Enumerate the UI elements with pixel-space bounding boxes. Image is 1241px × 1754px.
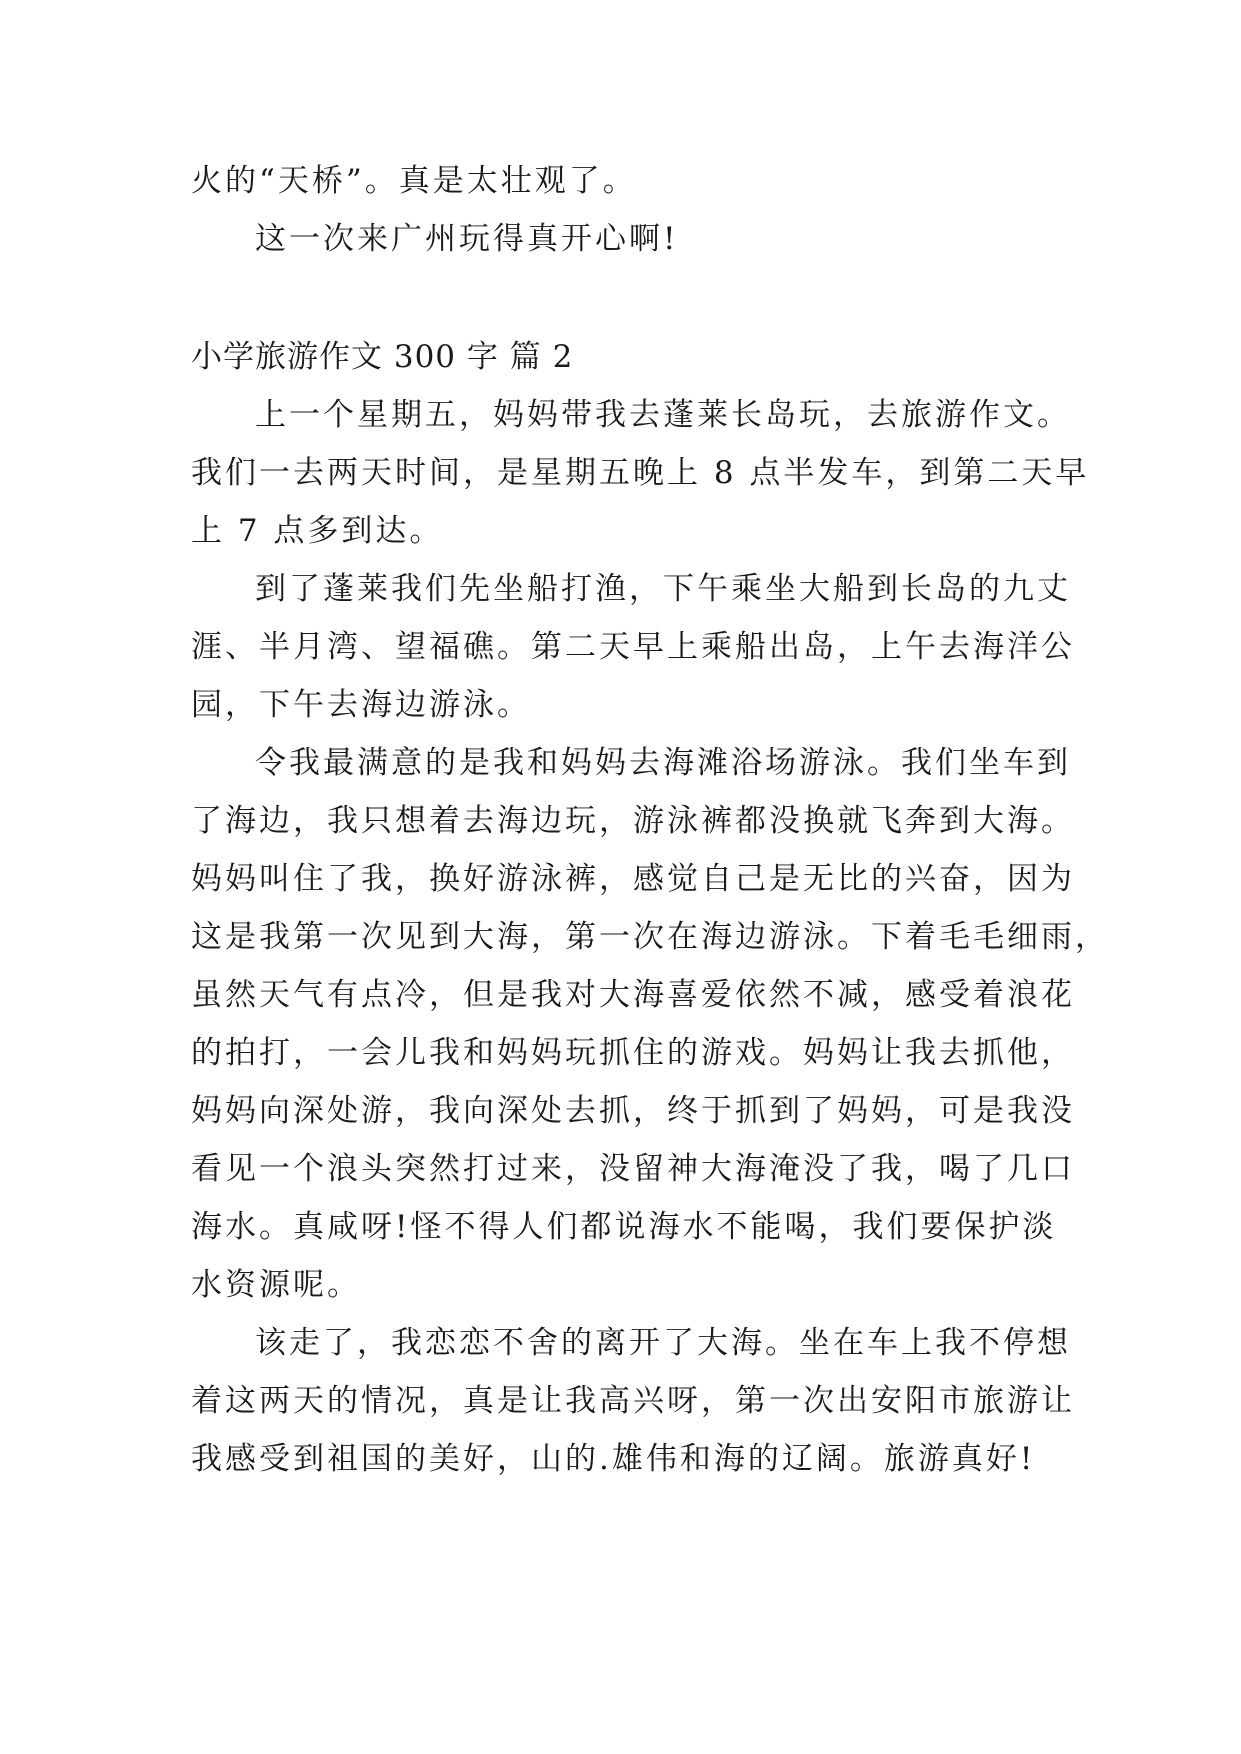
paragraph-line: 上 7 点多到达。 [191, 513, 444, 549]
paragraph-line: 我感受到祖国的美好，山的.雄伟和海的辽阔。旅游真好! [191, 1441, 1036, 1477]
section-heading: 小学旅游作文 300 字 篇 2 [191, 339, 574, 375]
paragraph-line: 该走了，我恋恋不舍的离开了大海。坐在车上我不停想 [255, 1325, 1071, 1361]
paragraph-line: 了海边，我只想着去海边玩，游泳裤都没换就飞奔到大海。 [191, 803, 1075, 839]
paragraph-line: 涯、半月湾、望福礁。第二天早上乘船出岛，上午去海洋公 [191, 629, 1075, 665]
paragraph-line: 着这两天的情况，真是让我高兴呀，第一次出安阳市旅游让 [191, 1383, 1075, 1419]
section-gap [191, 268, 1055, 328]
closing-paragraph-line: 这一次来广州玩得真开心啊! [255, 221, 679, 257]
paragraph-3 [191, 734, 1109, 1314]
paragraph-1 [191, 386, 1090, 560]
paragraph-line: 园，下午去海边游泳。 [191, 687, 531, 723]
paragraph-line: 上一个星期五，妈妈带我去蓬莱长岛玩，去旅游作文。 [255, 397, 1071, 433]
paragraph-line: 妈妈叫住了我，换好游泳裤，感觉自己是无比的兴奋，因为 [191, 861, 1075, 897]
document-body [191, 152, 1109, 1488]
paragraph-line: 这是我第一次见到大海，第一次在海边游泳。下着毛毛细雨， [191, 919, 1109, 955]
paragraph-line: 水资源呢。 [191, 1267, 361, 1303]
paragraph-2 [191, 560, 1075, 734]
paragraph-line: 的拍打，一会儿我和妈妈玩抓住的游戏。妈妈让我去抓他， [191, 1035, 1075, 1071]
paragraph-line: 妈妈向深处游，我向深处去抓，终于抓到了妈妈，可是我没 [191, 1093, 1075, 1129]
carryover-line: 火的“天桥”。真是太壮观了。 [191, 163, 637, 199]
paragraph-line: 看见一个浪头突然打过来，没留神大海淹没了我，喝了几口 [191, 1151, 1075, 1187]
paragraph-line: 我们一去两天时间，是星期五晚上 8 点半发车，到第二天早 [191, 455, 1090, 491]
paragraph-4 [191, 1314, 1075, 1488]
paragraph-line: 海水。真咸呀!怪不得人们都说海水不能喝，我们要保护淡 [191, 1209, 1057, 1245]
paragraph-line: 到了蓬莱我们先坐船打渔，下午乘坐大船到长岛的九丈 [255, 571, 1071, 607]
paragraph-line: 令我最满意的是我和妈妈去海滩浴场游泳。我们坐车到 [255, 745, 1071, 781]
paragraph-line: 虽然天气有点冷，但是我对大海喜爱依然不减，感受着浪花 [191, 977, 1075, 1013]
